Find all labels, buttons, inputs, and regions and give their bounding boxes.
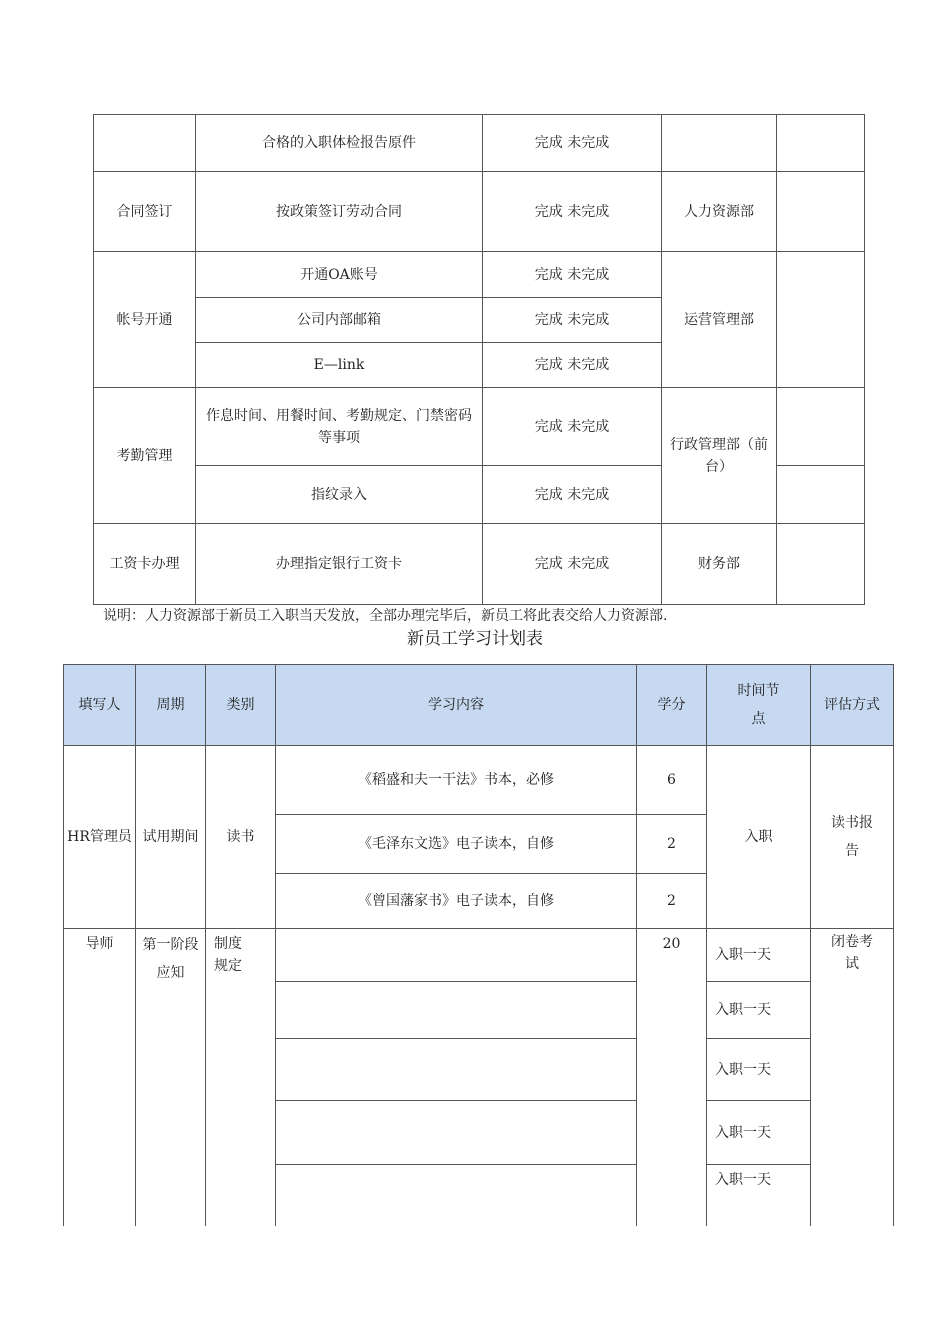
dept-cell: 运营管理部 [662, 252, 777, 388]
category-cell: 工资卡办理 [94, 524, 196, 605]
header-period: 周期 [136, 665, 206, 746]
header-person: 填写人 [64, 665, 136, 746]
content-cell: 《稻盛和夫一干法》书本，必修 [276, 746, 637, 815]
table-row [94, 524, 865, 605]
content-cell [276, 1039, 637, 1101]
content-cell [276, 929, 637, 982]
time-cell: 入职 [707, 746, 811, 929]
period-cell: 试用期间 [136, 746, 206, 929]
category-cell: 帐号开通 [94, 252, 196, 388]
header-content: 学习内容 [276, 665, 637, 746]
period-cell: 第一阶段应知 [136, 929, 206, 1226]
item-cell: 指纹录入 [196, 466, 483, 524]
status-cell: 完成 未完成 [483, 298, 662, 343]
table-row [94, 252, 865, 298]
content-cell [276, 982, 637, 1039]
sign-cell [777, 466, 865, 524]
person-cell: 导师 [64, 929, 136, 1226]
sign-cell [777, 252, 865, 388]
table-row [94, 172, 865, 252]
item-cell: 公司内部邮箱 [196, 298, 483, 343]
category-cell [94, 115, 196, 172]
credit-cell: 2 [637, 874, 707, 929]
header-credit: 学分 [637, 665, 707, 746]
table-row [64, 929, 894, 982]
learning-plan-table [63, 664, 894, 1226]
sign-cell [777, 388, 865, 466]
eval-cell: 读书报告 [811, 746, 894, 929]
time-cell: 入职一天 [707, 1039, 811, 1101]
status-cell: 完成 未完成 [483, 172, 662, 252]
table-row [94, 115, 865, 172]
item-cell: 按政策签订劳动合同 [196, 172, 483, 252]
status-cell: 完成 未完成 [483, 524, 662, 605]
content-cell [276, 1101, 637, 1165]
category-cell: 读书 [206, 746, 276, 929]
category-cell: 考勤管理 [94, 388, 196, 524]
item-cell: 开通OA账号 [196, 252, 483, 298]
time-cell: 入职一天 [707, 982, 811, 1039]
header-row [64, 665, 894, 746]
header-time: 时间节点 [707, 665, 811, 746]
table-row [94, 388, 865, 466]
status-cell: 完成 未完成 [483, 388, 662, 466]
category-cell: 合同签订 [94, 172, 196, 252]
item-cell: E—link [196, 343, 483, 388]
dept-cell: 财务部 [662, 524, 777, 605]
content-cell: 《曾国藩家书》电子读本，自修 [276, 874, 637, 929]
credit-cell: 6 [637, 746, 707, 815]
status-cell: 完成 未完成 [483, 252, 662, 298]
eval-cell: 闭卷考试 [811, 929, 894, 1226]
sign-cell [777, 115, 865, 172]
time-cell: 入职一天 [707, 1101, 811, 1165]
dept-cell [662, 115, 777, 172]
credit-cell: 2 [637, 815, 707, 874]
item-cell: 办理指定银行工资卡 [196, 524, 483, 605]
dept-cell: 人力资源部 [662, 172, 777, 252]
status-cell: 完成 未完成 [483, 343, 662, 388]
onboarding-checklist-table [93, 114, 865, 605]
category-cell: 制度规定 [206, 929, 276, 1226]
content-cell: 《毛泽东文选》电子读本，自修 [276, 815, 637, 874]
status-cell: 完成 未完成 [483, 115, 662, 172]
table-row [64, 746, 894, 815]
item-cell: 作息时间、用餐时间、考勤规定、门禁密码等事项 [196, 388, 483, 466]
time-cell: 入职一天 [707, 1165, 811, 1226]
sign-cell [777, 172, 865, 252]
header-category: 类别 [206, 665, 276, 746]
dept-cell: 行政管理部（前台） [662, 388, 777, 524]
header-eval: 评估方式 [811, 665, 894, 746]
content-cell [276, 1165, 637, 1226]
time-cell: 入职一天 [707, 929, 811, 982]
item-cell: 合格的入职体检报告原件 [196, 115, 483, 172]
person-cell: HR管理员 [64, 746, 136, 929]
credit-cell: 20 [637, 929, 707, 1226]
status-cell: 完成 未完成 [483, 466, 662, 524]
table-note: 说明：人力资源部于新员工入职当天发放，全部办理完毕后，新员工将此表交给人力资源部. [103, 608, 668, 624]
sign-cell [777, 524, 865, 605]
plan-title: 新员工学习计划表 [407, 629, 543, 649]
